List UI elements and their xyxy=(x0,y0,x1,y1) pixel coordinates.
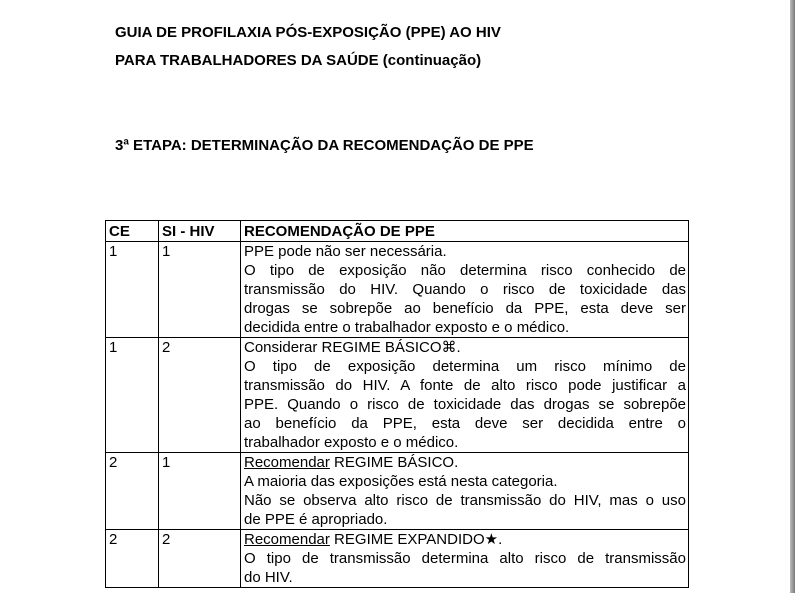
recommendation-lead xyxy=(244,530,686,549)
recommendation-detail-line: trabalhador exposto e o médico. xyxy=(244,434,459,451)
header-si-hiv: SI - HIV xyxy=(159,221,241,242)
table-row xyxy=(106,338,689,453)
cell-recommendation xyxy=(241,530,689,588)
document-title-line-1: GUIA DE PROFILAXIA PÓS-EXPOSIÇÃO (PPE) AO HIV xyxy=(115,24,501,41)
cell-si-hiv: 2 xyxy=(159,338,241,453)
cell-recommendation xyxy=(241,453,689,530)
recommendation-detail-line: O tipo de exposição não determina risco conhecido de xyxy=(244,262,686,279)
table-row xyxy=(106,530,689,588)
recommendation-detail-line: transmissão do HIV. Quando o risco de toxicidade das xyxy=(244,281,686,298)
recommendation-detail-line: ao benefício da PPE, esta deve ser decidida entre o xyxy=(244,415,686,432)
recommendation-lead: PPE pode não ser necessária. xyxy=(244,243,447,260)
cell-ce: 2 xyxy=(106,530,159,588)
cell-si-hiv: 1 xyxy=(159,453,241,530)
page-edge-shadow xyxy=(790,0,795,593)
recommendation-lead: Considerar REGIME BÁSICO⌘. xyxy=(244,339,461,356)
recommendation-regime: REGIME BÁSICO. xyxy=(329,454,459,471)
cell-si-hiv: 2 xyxy=(159,530,241,588)
stage-heading: 3ª ETAPA: DETERMINAÇÃO DA RECOMENDAÇÃO DE PPE xyxy=(115,137,534,154)
cell-ce: 1 xyxy=(106,242,159,338)
recommendation-detail-line: transmissão do HIV. A fonte de alto risco pode justificar a xyxy=(244,377,686,394)
cell-recommendation xyxy=(241,242,689,338)
recommendation-detail-line: A maioria das exposições está nesta categoria. xyxy=(244,473,558,490)
recommendation-lead xyxy=(244,453,686,472)
recommendation-detail-line: Não se observa alto risco de transmissão do HIV, mas o uso xyxy=(244,492,686,509)
ppe-recommendation-table xyxy=(105,220,689,588)
recommendation-regime: REGIME EXPANDIDO★. xyxy=(329,531,503,548)
header-recommendation: RECOMENDAÇÃO DE PPE xyxy=(241,221,689,242)
document-title-line-2: PARA TRABALHADORES DA SAÚDE (continuação) xyxy=(115,52,482,69)
header-ce: CE xyxy=(106,221,159,242)
recommendation-detail-line: PPE. Quando o risco de toxicidade das drogas se sobrepõe xyxy=(244,396,686,413)
recommendation-detail-line: do HIV. xyxy=(244,569,293,586)
cell-ce: 1 xyxy=(106,338,159,453)
recommendation-verb: Recomendar xyxy=(244,531,330,548)
cell-si-hiv: 1 xyxy=(159,242,241,338)
recommendation-detail-line: O tipo de transmissão determina alto risco de transmissão xyxy=(244,550,686,567)
table-header-row xyxy=(106,221,689,242)
recommendation-detail-line: O tipo de exposição determina um risco mínimo de xyxy=(244,358,686,375)
cell-recommendation xyxy=(241,338,689,453)
recommendation-detail-line: de PPE é apropriado. xyxy=(244,511,388,528)
table-row xyxy=(106,453,689,530)
table-row xyxy=(106,242,689,338)
cell-ce: 2 xyxy=(106,453,159,530)
recommendation-detail-line: decidida entre o trabalhador exposto e o médico. xyxy=(244,319,570,336)
recommendation-verb: Recomendar xyxy=(244,454,330,471)
recommendation-detail-line: drogas se sobrepõe ao benefício da PPE, esta deve ser xyxy=(244,300,686,317)
